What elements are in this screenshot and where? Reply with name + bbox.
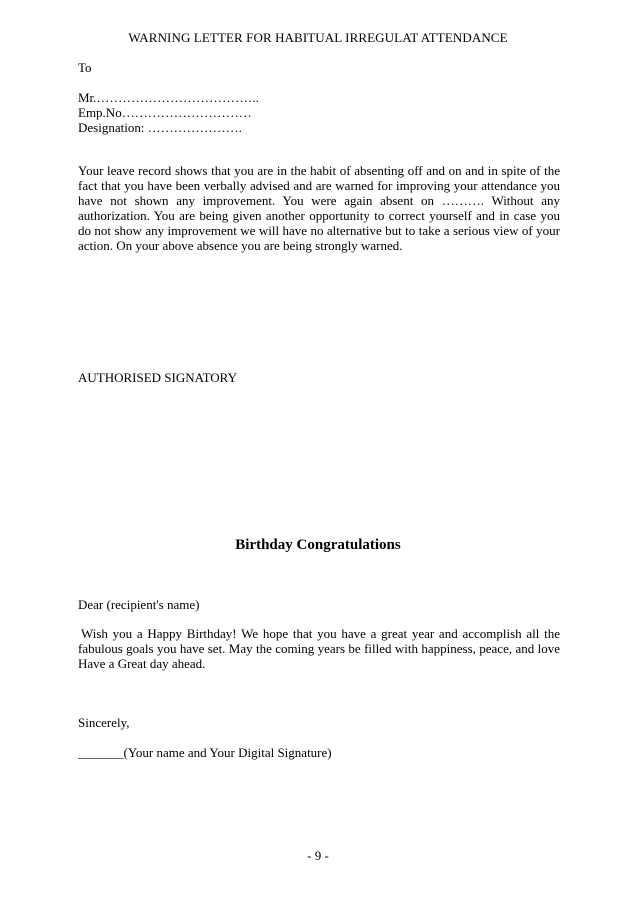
warning-letter-title: WARNING LETTER FOR HABITUAL IRREGULAT ATTENDANCE [128,30,508,45]
birthday-letter-body: Wish you a Happy Birthday! We hope that you have a great year and accomplish all the fabulous goals you have set. May the coming years be filled with happiness, peace, and love Have a Great day ahead. [78,626,560,671]
warning-letter-body: Your leave record shows that you are in the habit of absenting off and on and in spite of the fact that you have been verbally advised and are warned for improving your attendance you have not shown any improvement. You were again absent on ………. Without any authorization. You are being given another opportunity to correct yourself and in case you do not show any improvement we will have no alternative but to take a serious view of your action. On your above absence you are being strongly warned. [78,163,560,253]
authorised-signatory: AUTHORISED SIGNATORY [78,370,238,385]
signature-line: _______(Your name and Your Digital Signature) [78,745,332,760]
field-emp-no: Emp.No………………………… [78,105,252,120]
birthday-letter-title: Birthday Congratulations [235,537,401,553]
birthday-salutation: Dear (recipient's name) [78,597,200,612]
page-number: - 9 - [307,848,329,863]
field-mr: Mr.……………………………….. [78,90,259,105]
closing-sincerely: Sincerely, [78,715,130,730]
recipient-to-label: To [78,60,92,75]
field-designation: Designation: …………………. [78,120,242,135]
